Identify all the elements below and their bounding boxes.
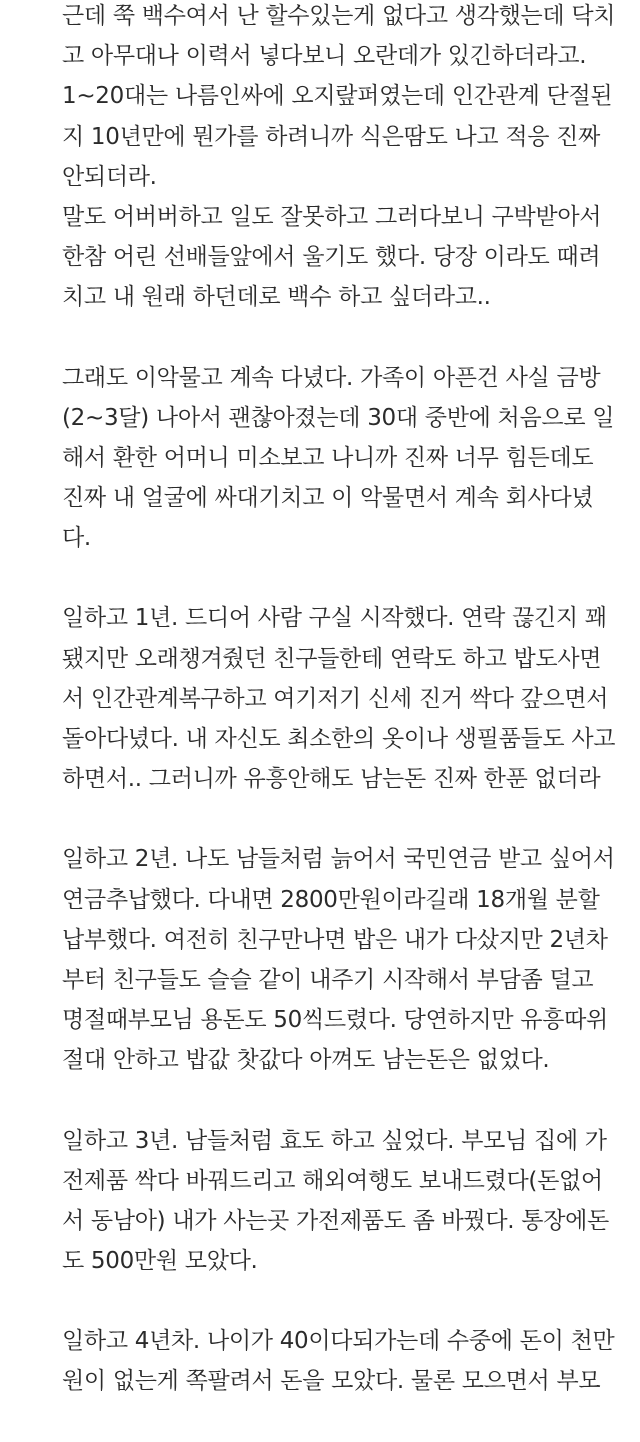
text-line: 말도 어버버하고 일도 잘못하고 그러다보니 구박받아서 — [62, 203, 602, 230]
text-line: 한참 어린 선배들앞에서 울기도 했다. 당장 이라도 때려 — [62, 244, 601, 271]
text-line: 명절때부모님 용돈도 50씩드렸다. 당연하지만 유흥따위 — [62, 1007, 608, 1034]
text-line: 치고 내 원래 하던데로 백수 하고 싶더라고.. — [62, 284, 491, 311]
text-line: 지 10년만에 뭔가를 하려니까 식은땀도 나고 적응 진짜 — [62, 123, 601, 150]
text-line: 진짜 내 얼굴에 싸대기치고 이 악물면서 계속 회사다녔 — [62, 485, 594, 512]
text-line: 원이 없는게 쪽팔려서 돈을 모았다. 물론 모으면서 부모 — [62, 1368, 601, 1395]
text-line: 그래도 이악물고 계속 다녔다. 가족이 아픈건 사실 금방 — [62, 364, 601, 391]
text-line: 전제품 싹다 바꿔드리고 해외여행도 보내드렸다(돈없어 — [62, 1167, 603, 1194]
text-line: 고 아무대나 이력서 넣다보니 오란데가 있긴하더라고. — [62, 43, 587, 70]
text-line: 됐지만 오래챙겨줬던 친구들한테 연락도 하고 밥도사면 — [62, 645, 602, 672]
text-line: 해서 환한 어머니 미소보고 나니까 진짜 너무 힘든데도 — [62, 444, 594, 471]
post-body — [62, 0, 622, 1442]
paragraph-6 — [62, 1321, 622, 1401]
text-line: 근데 쭉 백수여서 난 할수있는게 없다고 생각했는데 닥치 — [62, 3, 616, 29]
paragraph-4 — [62, 839, 622, 1080]
text-line: 절대 안하고 밥값 찻값다 아껴도 남는돈은 없었다. — [62, 1047, 550, 1074]
text-line: 하면서.. 그러니까 유흥안해도 남는돈 진짜 한푼 없더라 — [62, 766, 601, 793]
text-line: 납부했다. 여전히 친구만나면 밥은 내가 다샀지만 2년차 — [62, 926, 608, 953]
text-line: 서 동남아) 내가 사는곳 가전제품도 좀 바꿨다. 통장에돈 — [62, 1207, 609, 1234]
text-line: (2~3달) 나아서 괜찮아졌는데 30대 중반에 처음으로 일 — [62, 404, 615, 431]
text-line: 연금추납했다. 다내면 2800만원이라길래 18개월 분할 — [62, 886, 600, 913]
paragraph-2 — [62, 358, 622, 559]
text-line: 1~20대는 나름인싸에 오지랖퍼였는데 인간관계 단절된 — [62, 83, 613, 110]
paragraph-3 — [62, 598, 622, 799]
paragraph-5 — [62, 1121, 622, 1282]
text-line: 일하고 2년. 나도 남들처럼 늙어서 국민연금 받고 싶어서 — [62, 846, 615, 873]
text-line: 도 500만원 모았다. — [62, 1248, 258, 1275]
text-line: 서 인간관계복구하고 여기저기 신세 진거 싹다 갚으면서 — [62, 685, 609, 712]
text-line: 일하고 4년차. 나이가 40이다되가는데 수중에 돈이 천만 — [62, 1328, 615, 1355]
text-line: 안되더라. — [62, 163, 157, 190]
text-line: 부터 친구들도 슬슬 같이 내주기 시작해서 부담좀 덜고 — [62, 966, 594, 993]
text-line: 돌아다녔다. 내 자신도 최소한의 옷이나 생필품들도 사고 — [62, 726, 616, 752]
text-line: 일하고 1년. 드디어 사람 구실 시작했다. 연락 끊긴지 꽤 — [62, 605, 607, 632]
text-line: 다. — [62, 525, 91, 552]
paragraph-1 — [62, 0, 622, 318]
text-line: 일하고 3년. 남들처럼 효도 하고 싶었다. 부모님 집에 가 — [62, 1127, 607, 1154]
